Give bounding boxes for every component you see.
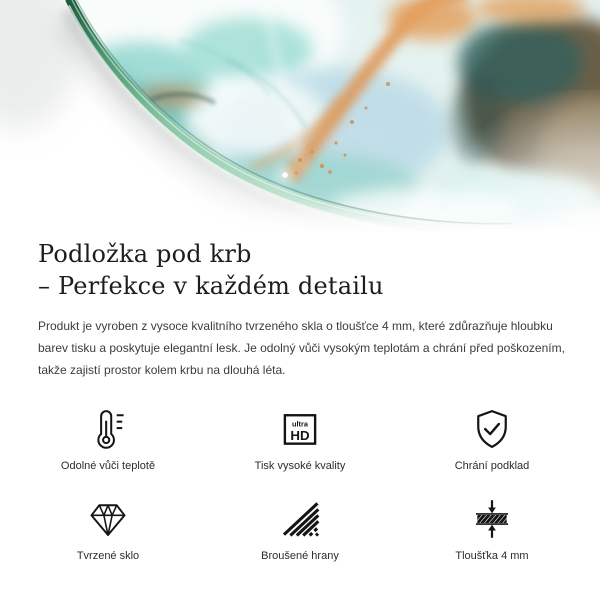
thermometer-icon — [86, 407, 130, 451]
product-image — [0, 0, 600, 232]
feature-label: Tvrzené sklo — [76, 550, 140, 562]
feature-label: Chrání podklad — [454, 460, 530, 472]
page-title — [38, 238, 568, 302]
feature-tempered-glass — [12, 497, 204, 564]
feature-heat-resistant — [12, 407, 204, 474]
feature-print-quality — [204, 407, 396, 474]
title-line-2: – Perfekce v každém detailu — [38, 272, 384, 300]
feature-label: Broušené hrany — [261, 550, 339, 562]
feature-label: Tloušťka 4 mm — [455, 550, 529, 562]
beveled-edges-icon — [278, 497, 322, 541]
shield-check-icon — [470, 407, 514, 451]
svg-text:HD: HD — [290, 428, 310, 443]
feature-label: Tisk vysoké kvality — [254, 460, 346, 472]
feature-label: Odolné vůči teplotě — [60, 460, 156, 472]
feature-protects-surface — [396, 407, 588, 474]
product-info-section — [0, 238, 600, 564]
glass-pad-photo — [0, 0, 600, 232]
diamond-icon — [86, 497, 130, 541]
feature-thickness — [396, 497, 588, 564]
title-line-1: Podložka pod krb — [38, 240, 252, 268]
feature-polished-edges — [204, 497, 396, 564]
thickness-arrows-icon — [470, 497, 514, 541]
ultra-hd-icon — [278, 407, 322, 451]
svg-text:ultra: ultra — [292, 419, 308, 429]
product-description: Produkt je vyroben z vysoce kvalitního tvrzeného skla o tloušťce 4 mm, které zdůrazňuje hloubku barev tisku a poskytuje elegantní lesk. Je odolný vůči vysokým teplotám a chrání před poškozením, takže zajistí prostor kolem krbu na dlouhá léta. — [38, 319, 565, 377]
feature-grid — [12, 407, 588, 564]
